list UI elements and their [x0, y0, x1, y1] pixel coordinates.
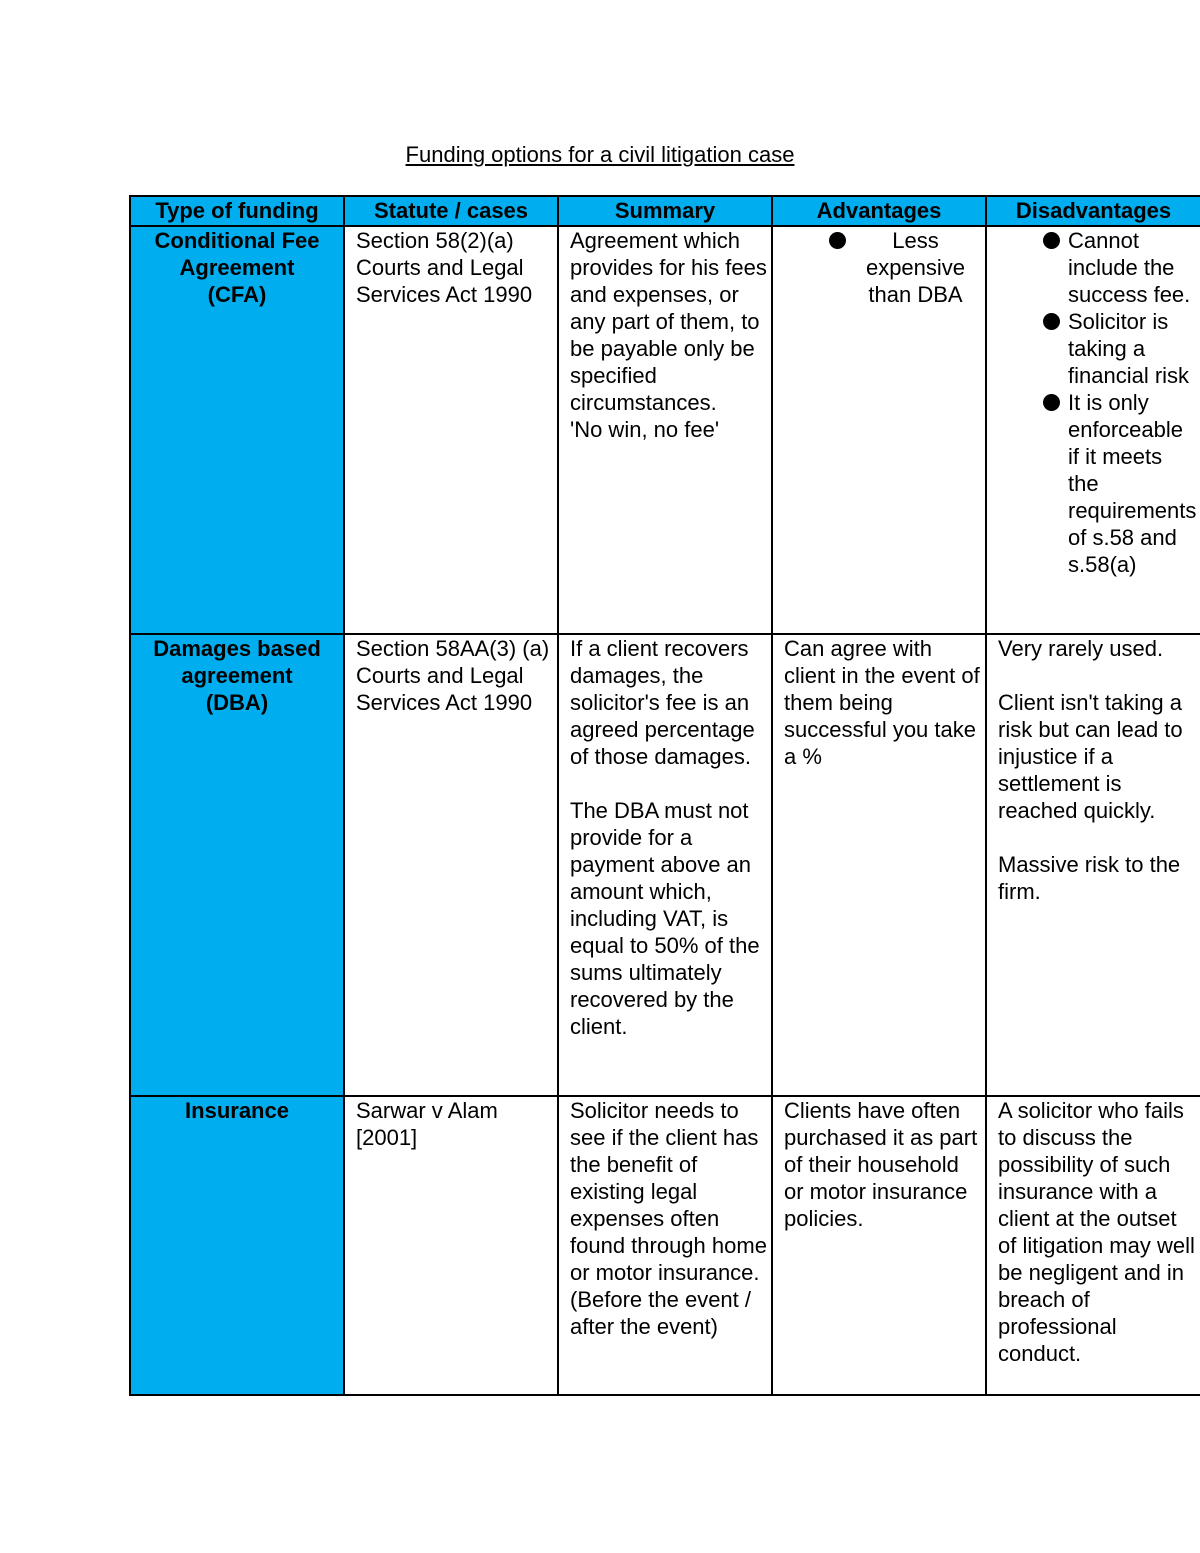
header-summary: Summary [558, 196, 772, 226]
disadvantages-cell [986, 634, 1200, 1096]
disadvantage-text: Cannot include the success fee. [1068, 228, 1191, 307]
advantage-text: Can agree with client in the event of them being successful you take a % [784, 636, 980, 769]
summary-cell [558, 1096, 772, 1395]
statute-text: Sarwar v Alam [2001] [356, 1098, 498, 1150]
advantages-cell [772, 226, 986, 634]
advantage-text: Less expensive than DBA [865, 228, 966, 307]
funding-type-label: Insurance [185, 1098, 289, 1123]
funding-type-label: Damages based agreement (DBA) [153, 636, 321, 715]
bullet-icon [1043, 232, 1060, 249]
summary-cell [558, 634, 772, 1096]
table-row-insurance [130, 1096, 1200, 1395]
header-disadvantages: Disadvantages [986, 196, 1200, 226]
header-type-of-funding: Type of funding [130, 196, 344, 226]
disadvantages-cell [986, 1096, 1200, 1395]
table-row-cfa [130, 226, 1200, 634]
summary-cell [558, 226, 772, 634]
statute-text: Section 58AA(3) (a) Courts and Legal Services Act 1990 [356, 636, 550, 715]
bullet-icon [1043, 313, 1060, 330]
disadvantage-text: A solicitor who fails to discuss the possibility of such insurance with a client at the outset of litigation may well be negligent and in breach of professional conduct. [998, 1098, 1195, 1366]
disadvantage-text: Solicitor is taking a financial risk [1068, 309, 1190, 388]
statute-text: Section 58(2)(a) Courts and Legal Services Act 1990 [356, 228, 533, 307]
statute-cell [344, 1096, 558, 1395]
document-title: Funding options for a civil litigation case [405, 142, 795, 167]
advantages-cell [772, 634, 986, 1096]
table-row-dba [130, 634, 1200, 1096]
funding-type-label: Conditional Fee Agreement (CFA) [154, 228, 320, 307]
list-item [784, 227, 983, 308]
summary-text: If a client recovers damages, the solicitor's fee is an agreed percentage of those damages. The DBA must not provide for a payment above an amount which, including VAT, is equal to 50% of the sums ultimately recovered by the client. [570, 636, 760, 1039]
summary-text: Solicitor needs to see if the client has the benefit of existing legal expenses often found through home or motor insurance. (Before the event / after the event) [570, 1098, 767, 1339]
advantages-list [784, 227, 983, 308]
table-header-row [130, 196, 1200, 226]
list-item [998, 389, 1198, 578]
funding-type-cell [130, 634, 344, 1096]
bullet-icon [829, 232, 846, 249]
advantage-text: Clients have often purchased it as part of their household or motor insurance policies. [784, 1098, 978, 1231]
advantages-cell [772, 1096, 986, 1395]
header-statute-cases: Statute / cases [344, 196, 558, 226]
statute-cell [344, 634, 558, 1096]
header-advantages: Advantages [772, 196, 986, 226]
funding-options-table [129, 195, 1200, 1396]
statute-cell [344, 226, 558, 634]
funding-type-cell [130, 226, 344, 634]
funding-type-cell [130, 1096, 344, 1395]
disadvantages-cell [986, 226, 1200, 634]
list-item [998, 308, 1198, 389]
list-item [998, 227, 1198, 308]
disadvantage-text: Very rarely used. Client isn't taking a risk but can lead to injustice if a settlement is reached quickly. Massive risk to the firm. [998, 636, 1183, 904]
disadvantage-text: It is only enforceable if it meets the requirements of s.58 and s.58(a) [1068, 390, 1197, 577]
bullet-icon [1043, 394, 1060, 411]
disadvantages-list [998, 227, 1198, 578]
summary-text: Agreement which provides for his fees and expenses, or any part of them, to be payable only be specified circumstances. 'No win, no fee' [570, 228, 767, 442]
